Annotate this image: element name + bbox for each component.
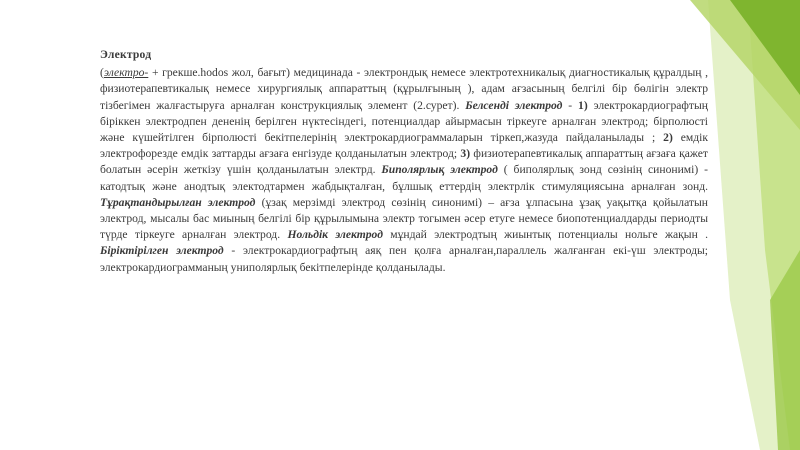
defined-term: Тұрақтандырылған электрод [100, 195, 256, 209]
body-text-run: ( [100, 66, 104, 80]
body-text-run: ( биполярлық зонд сөзінің синонимі) - катодтық және анодтық электодтармен жабдықталған, бұлшық еттердің электрлік стимуляциясына арналған зонд. [100, 163, 708, 193]
body-text-run: - электрокардиографтың аяқ пен қолға арналған,параллель жалғанған екі-үш электроды; электрокардиограмманың униполярлық бекітпелерінде қолданылады. [100, 244, 708, 274]
defined-term: Белсенді электрод [465, 98, 563, 112]
body-text-run: мұндай электродтың жиынтық потенциалы нольге жақын . [382, 228, 708, 242]
body-text-run: - [562, 98, 579, 112]
slide-content [100, 47, 708, 276]
list-number: 1) [578, 98, 588, 112]
body-text-run: (ұзақ мерзімді электрод сөзінің синонимі) – ағза ұлпасына ұзақ уақытқа қойылатын электрод, мысалы бас миының белгілі бір құрылымына электр тогымен әсер етуге немесе биопотенциалдарды периодты түрде тіркеуге арналған электрод. [100, 195, 708, 242]
body-paragraph [100, 65, 708, 276]
body-text-run: емдік электрофорезде емдік заттарды ағзаға енгізуде қолданылатын электрод; [100, 131, 709, 161]
slide-title: Электрод [100, 48, 152, 61]
prefix-link[interactable]: электро- [103, 66, 149, 80]
body-text-run: электрокардиографтың біріккен электродпен дененің берілген нүктесіндегі, потенциалдар айырмасын тіркеуге арналған электрод; бірполюсті және күшейтілген бірполюсті бекітпелерінің электрокардиограммаларын тіркеп,жазуда пайдаланылады ; [100, 98, 708, 145]
body-text-run: физиотерапевтикалық аппараттың ағзаға қажет болатын әсерін жеткізу үшін қолданылатын электрд. [100, 147, 708, 177]
list-number: 2) [663, 131, 673, 145]
list-number: 3) [460, 147, 471, 161]
defined-term: Нольдік электрод [287, 228, 383, 242]
defined-term: Биполярлық электрод [381, 163, 498, 177]
body-text-run: + грекше.hodos жол, бағыт) медицинада - электрондық немесе электротехникалық диагностикалық құралдың , физиотерапевтикалық немесе хирургиялық аппараттың (құрылғының ), адам ағзасының белгілі бір бөлігін электр тізбегімен жалғастыруға арналған конструкциялық элемент (2.сурет). [100, 66, 708, 112]
defined-term: Біріктірілген электрод [100, 244, 224, 258]
